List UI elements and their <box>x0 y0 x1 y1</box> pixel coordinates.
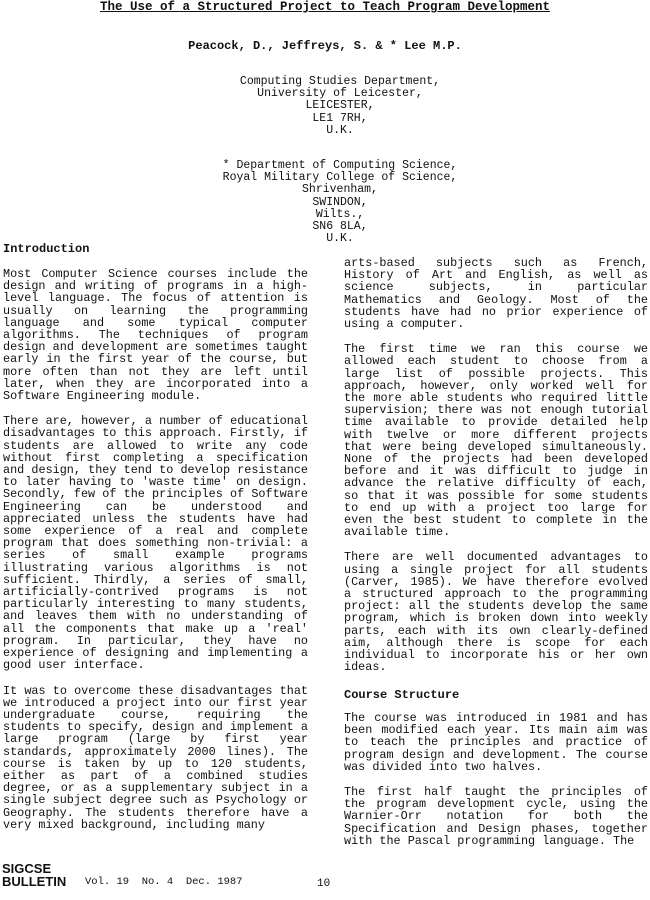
address-line: Wilts., <box>315 207 365 221</box>
journal-line: SIGCSE <box>2 861 52 876</box>
address-line: * Department of Computing Science, <box>222 159 458 172</box>
paragraph: The first half taught the principles of the program development cycle, using the Warnier-Orr notation for both the Specification and Design phases, together with the Pascal programming language. The <box>344 785 648 848</box>
authors: Peacock, D., Jeffreys, S. & * Lee M.P. <box>188 39 462 53</box>
address-line: U.K. <box>326 232 354 246</box>
address-line: U.K. <box>326 123 354 137</box>
page-number: 10 <box>317 878 331 890</box>
address-line: LE1 7RH, <box>312 111 368 125</box>
paragraph: There are, however, a number of educational disadvantages to this approach. Firstly, if students are allowed to write any code without first completing a specification and design, they tend to develop resistance to later having to 'waste time' on design. Secondly, few of the principles of Software Engineering can be understood and appreciated unless the students have had some experience of a real and complete program that does something non-trivial: a series of small example programs illustrating various algorithms is not sufficient. Thirdly, a series of small, artificially-contrived programs is not particularly interesting to many students, and leaves them with no understanding of all the components that make up a 'real' program. In particular, they have no experience of designing and implementing a good user interface. <box>3 414 308 673</box>
address-line: LEICESTER, <box>305 99 375 113</box>
address-line: SWINDON, <box>312 195 368 209</box>
right-column-top <box>344 257 648 687</box>
journal-name <box>2 862 66 888</box>
affiliation-shrivenham <box>200 160 480 245</box>
address-line: SN6 8LA, <box>312 220 368 234</box>
paper-title: The Use of a Structured Project to Teach Program Development <box>99 0 551 14</box>
journal-line: BULLETIN <box>2 874 67 889</box>
paragraph: There are well documented advantages to using a single project for all students (Carver, 1985). We have therefore evolved a structured approach to the programming project: all the students develop the same program, which is broken down into weekly parts, each with its own clearly-defined aim, although there is scope for each individual to incorporate his or her own ideas. <box>344 550 648 675</box>
paragraph: It was to overcome these disadvantages that we introduced a project into our first year undergraduate course, requiring the students to specify, design and implement a large program (large by first year standards, approximately 2000 lines). The course is taken by up to 120 students, either as part of a combined studies degree, or as a supplementary subject in a single subject degree such as Psychology or Geography. The students therefore have a very mixed background, including many <box>3 683 308 832</box>
right-column-bottom <box>344 712 648 860</box>
volume-info: Vol. 19 No. 4 Dec. 1987 <box>85 876 243 888</box>
address-line: Royal Military College of Science, <box>222 171 458 185</box>
affiliation-leicester <box>200 76 480 137</box>
paragraph: Most Computer Science courses include the design and writing of programs in a high-level language. The focus of attention is usually on learning the programming language and some typical computer algorithms. The techniques of program design and development are sometimes taught early in the first year of the course, but more often than not they are left until later, when they are incorporated into a Software Engineering module. <box>3 267 308 404</box>
left-column <box>3 268 308 844</box>
address-line: Computing Studies Department, <box>239 75 441 88</box>
page-footer <box>2 862 648 898</box>
paragraph: The first time we ran this course we allowed each student to choose from a large list of possible projects. This approach, however, only worked well for the more able students who required little supervision; there was not enough tutorial time available to provide detailed help with twelve or more different projects that were being developed simultaneously. None of the projects had been developed before and it was difficult to judge in advance the relative difficulty of each, so that it was possible for some students to end up with a project too large for even the best student to complete in the available time. <box>344 342 648 540</box>
introduction-heading: Introduction <box>3 242 90 256</box>
paragraph: The course was introduced in 1981 and has been modified each year. Its main aim was to teach the principles and practice of program design and development. The course was divided into two halves. <box>344 711 648 774</box>
paragraph: arts-based subjects such as French, History of Art and English, as well as science subjects, in particular Mathematics and Geology. Most of the students have had no prior experience of using a computer. <box>344 256 648 332</box>
address-line: University of Leicester, <box>257 87 423 101</box>
course-structure-heading: Course Structure <box>344 688 460 702</box>
address-line: Shrivenham, <box>302 183 378 197</box>
